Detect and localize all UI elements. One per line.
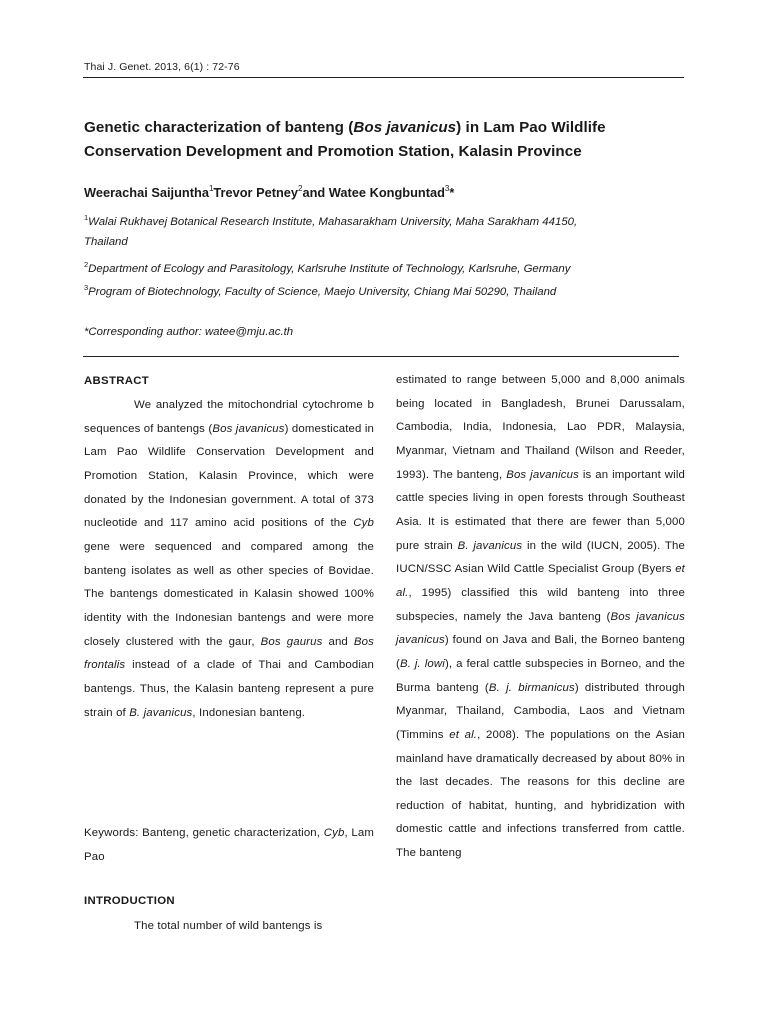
- affiliation-2: [84, 260, 570, 275]
- author-list: [84, 184, 454, 200]
- affiliation-3: [84, 283, 556, 298]
- abstract-species: Bos gaurus: [260, 635, 323, 648]
- title-text-1: Genetic characterization of banteng (: [84, 119, 354, 136]
- intro-species: B. j. birmanicus: [488, 681, 575, 694]
- intro-species: B. j. lowi: [399, 657, 445, 670]
- abstract-body: [84, 394, 374, 725]
- corresponding-mark: *: [449, 185, 455, 200]
- intro-etal: et al.: [396, 563, 685, 599]
- abstract-paragraph: [84, 394, 374, 725]
- keywords-gene: Cyb: [323, 827, 345, 839]
- author-affil-mark: 2: [298, 184, 303, 193]
- intro-etal: et al.: [449, 728, 478, 741]
- title-species: Bos javanicus: [353, 119, 457, 136]
- intro-text: in the wild (IUCN, 2005). The IUCN/SSC Asian Wild Cattle Specialist Group (Byers: [396, 539, 685, 576]
- affiliation-text: Department of Ecology and Parasitology, Karlsruhe Institute of Technology, Karlsruhe, Germany: [88, 263, 571, 275]
- affiliation-1: [84, 213, 577, 228]
- abstract-gene: Cyb: [353, 517, 374, 530]
- section-rule: [83, 356, 679, 357]
- intro-species: Bos javanicus: [506, 468, 579, 481]
- affiliation-text: Program of Biotechnology, Faculty of Science, Maejo University, Chiang Mai 50290, Thailand: [88, 286, 557, 298]
- intro-text: estimated to range between 5,000 and 8,000 animals being located in Bangladesh, Brunei Darussalam, Cambodia, India, Indonesia, Lao PDR, Malaysia, Myanmar, Vietnam and Thailand (Wilson and Reeder, 1993). The banteng,: [396, 374, 685, 481]
- abstract-text: instead of a clade of Thai and Cambodian bantengs. Thus, the Kalasin banteng represent a pure strain of: [84, 659, 374, 719]
- intro-text: , 1995) classified this wild banteng into three subspecies, namely the Java banteng (: [396, 586, 685, 623]
- affiliation-text: Walai Rukhavej Botanical Research Institute, Mahasarakham University, Maha Sarakham 44150,: [88, 216, 578, 228]
- keywords-text: : Banteng, genetic characterization,: [135, 827, 324, 839]
- abstract-text: , Indonesian banteng.: [192, 706, 306, 719]
- affiliation-1-cont: Thailand: [84, 236, 128, 248]
- intro-text: is an important wild cattle species living in open forests through Southeast Asia. It is estimated that there are fewer than 5,000 pure strain: [396, 468, 685, 552]
- abstract-species: Bos frontalis: [84, 635, 374, 672]
- intro-species: Bos javanicus javanicus: [396, 610, 686, 647]
- author-name: Weerachai Saijuntha: [84, 185, 209, 200]
- corresponding-author: *Corresponding author: watee@mju.ac.th: [84, 326, 294, 338]
- title-text-2: ) in Lam Pao Wildlife Conservation Development and Promotion Station, Kalasin Province: [84, 119, 606, 160]
- intro-text: ) found on Java and Bali, the Borneo banteng (: [396, 634, 685, 670]
- article-title: [84, 116, 684, 164]
- introduction-lead: [84, 915, 374, 939]
- intro-text: ) distributed through Myanmar, Thailand, Cambodia, Laos and Vietnam (Timmins: [396, 681, 685, 741]
- intro-text: , 2008). The populations on the Asian mainland have dramatically decreased by about 80% in the last decades. The reasons for this decline are reduction of habitat, hunting, and hybridization with domestic cattle and infections transferred from cattle. The banteng: [396, 728, 685, 860]
- keywords-paragraph: [84, 822, 374, 869]
- keywords-label: Keywords: [84, 827, 136, 839]
- introduction-lead-line: The total number of wild bantengs is: [134, 920, 323, 932]
- intro-text: ), a feral cattle subspecies in Borneo, and the Burma banteng (: [396, 657, 685, 694]
- author-affil-mark: 1: [208, 184, 214, 193]
- affiliation-mark: 3: [84, 283, 89, 292]
- abstract-text: We analyzed the mitochondrial cytochrome b sequences of bantengs (: [84, 399, 374, 435]
- affiliation-mark: 1: [84, 213, 89, 222]
- header-rule: [83, 77, 684, 78]
- abstract-text: gene were sequenced and compared among the banteng isolates as well as other species of Bovidae. The bantengs domesticated in Kalasin showed 100% identity with the Indonesian bantengs and were more closely clustered with the gaur,: [84, 540, 374, 648]
- author-affil-mark: 3: [444, 184, 450, 193]
- abstract-species: Bos javanicus: [212, 422, 285, 435]
- running-head: Thai J. Genet. 2013, 6(1) : 72-76: [84, 61, 240, 73]
- abstract-text: and: [322, 635, 354, 648]
- affiliation-mark: 2: [84, 260, 89, 269]
- keywords: [84, 822, 374, 869]
- author-name: and Watee Kongbuntad: [302, 185, 445, 200]
- introduction-body: [396, 369, 685, 866]
- abstract-heading: ABSTRACT: [84, 375, 150, 387]
- keywords-text: , Lam Pao: [84, 827, 374, 863]
- intro-species: B. javanicus: [457, 539, 523, 552]
- abstract-text: ) domesticated in Lam Pao Wildlife Conservation Development and Promotion Station, Kalasin Province, which were donated by the Indonesian government. A total of 373 nucleotide and 117 amino acid positions of the: [84, 422, 375, 530]
- introduction-heading: INTRODUCTION: [84, 895, 175, 907]
- abstract-species: B. javanicus: [129, 706, 193, 719]
- author-name: Trevor Petney: [213, 185, 299, 200]
- introduction-paragraph: [396, 369, 685, 866]
